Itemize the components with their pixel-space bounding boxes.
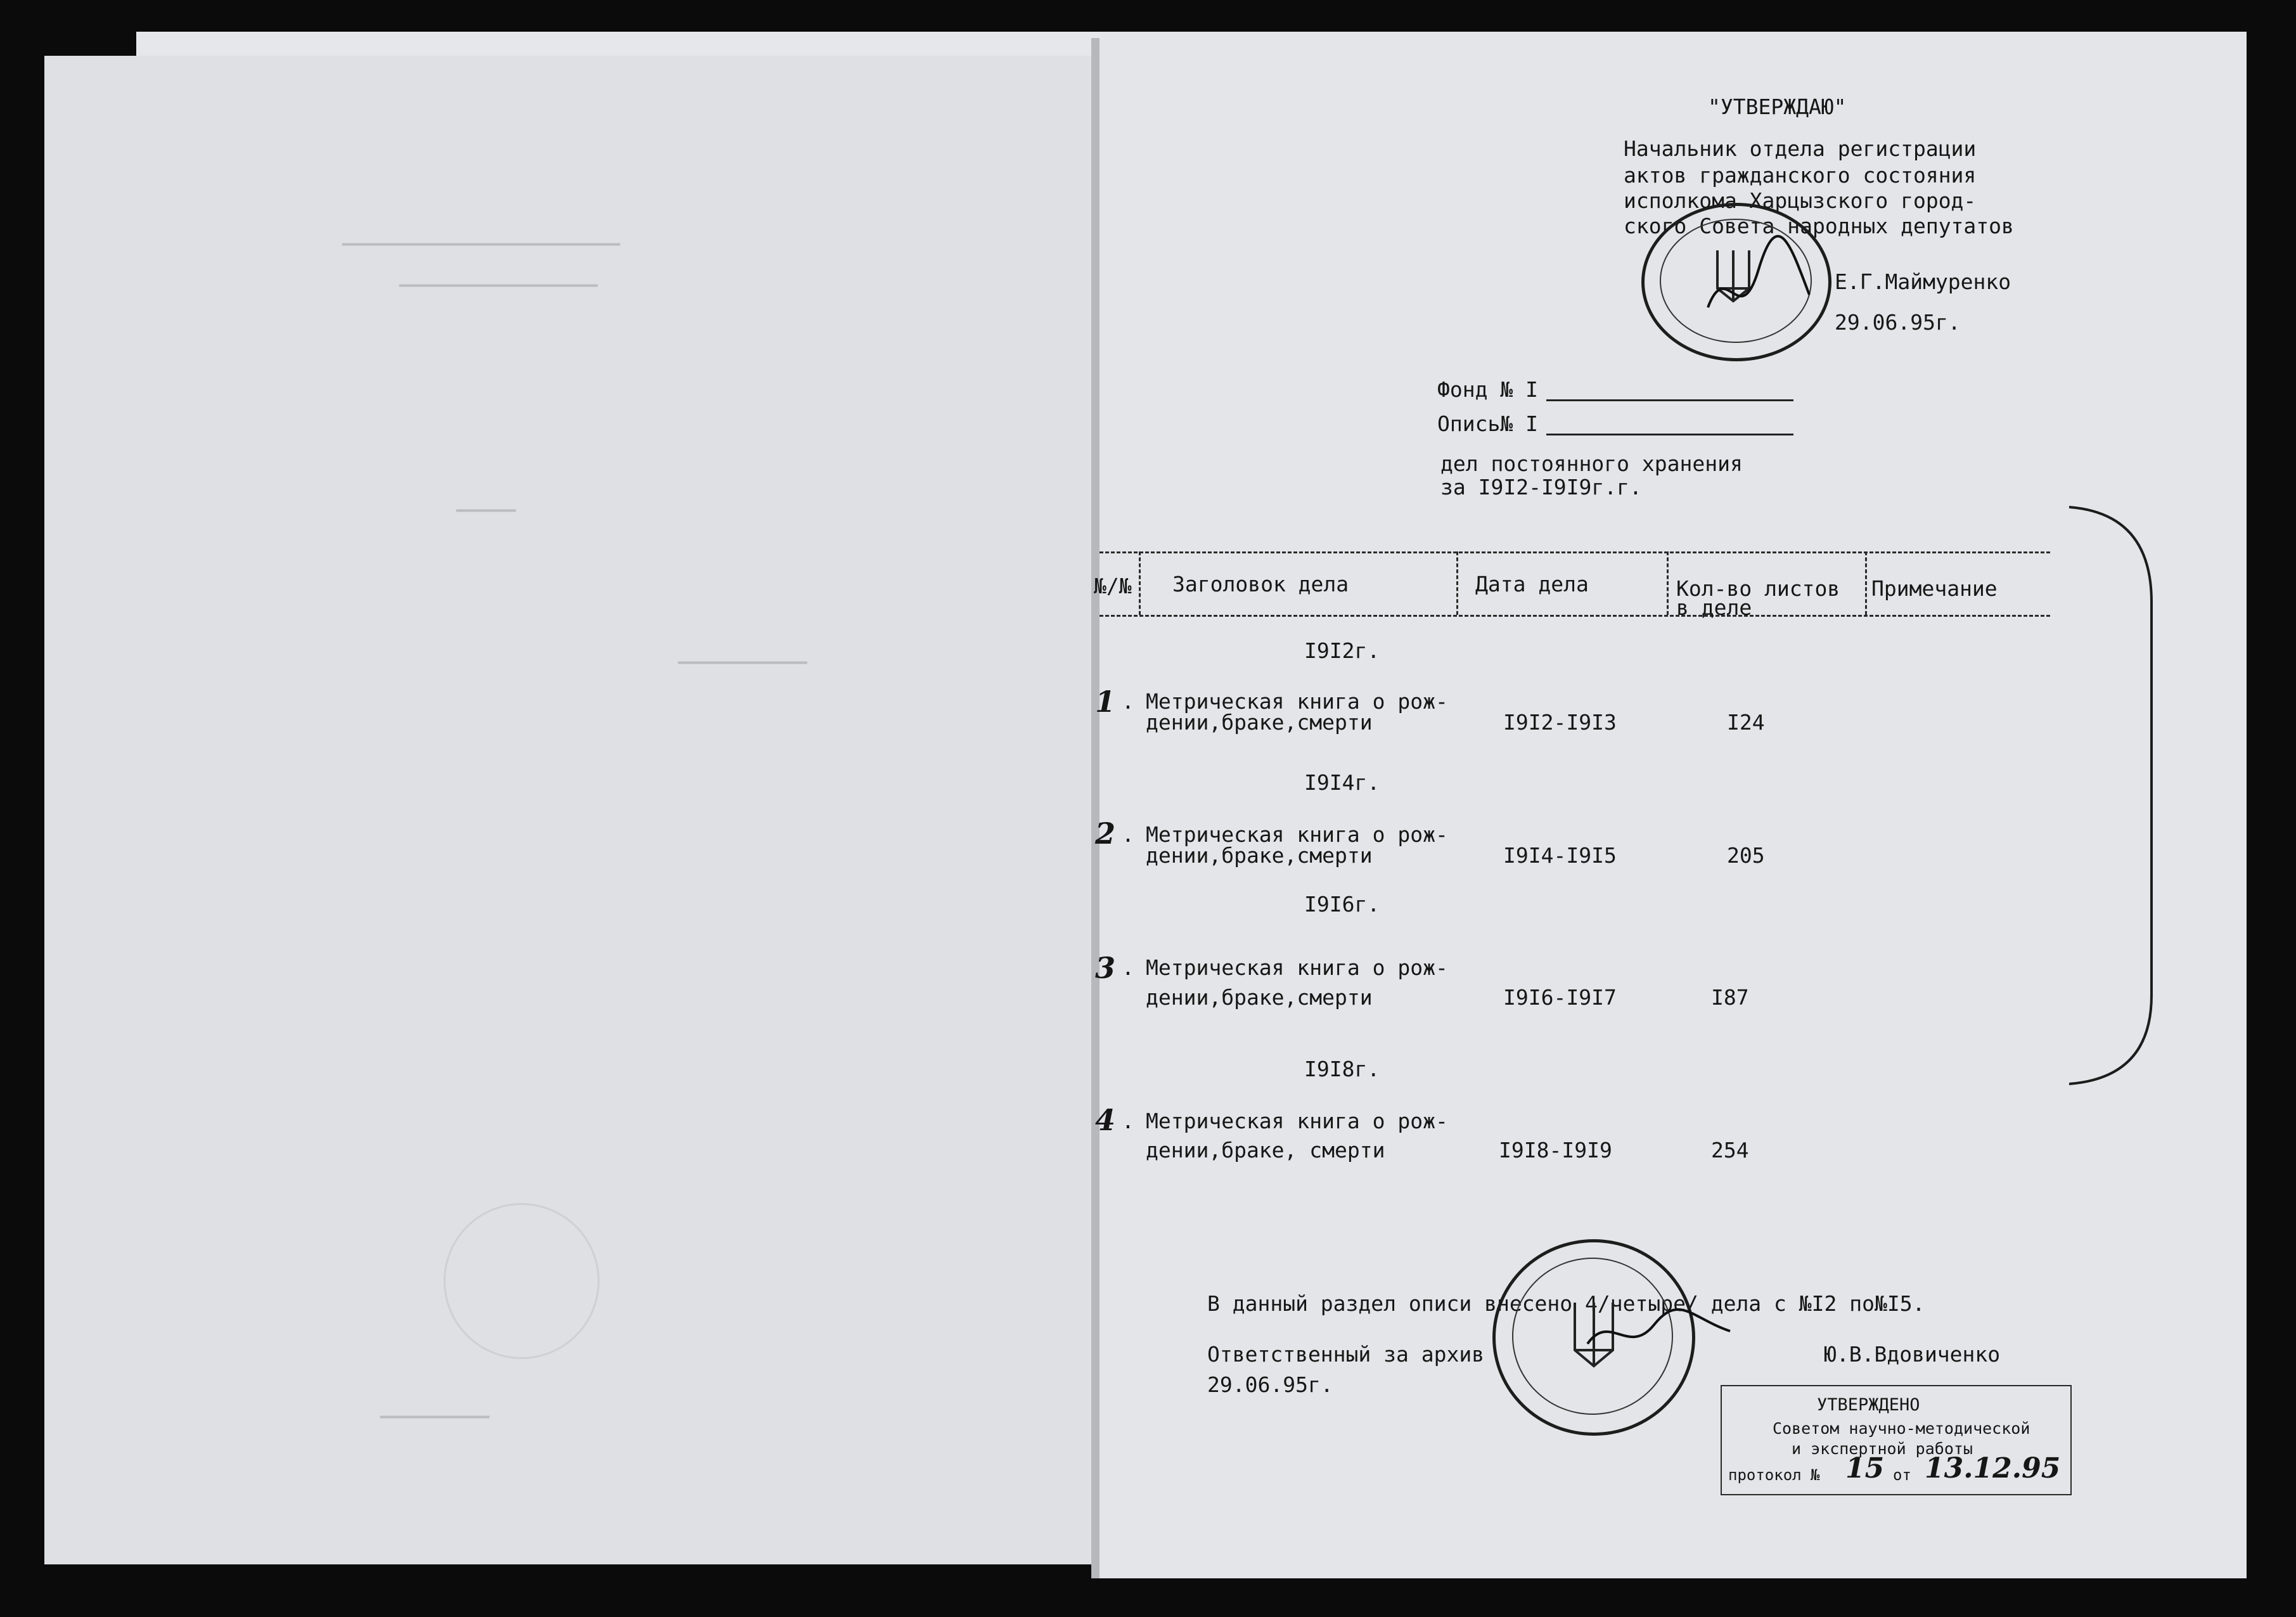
year-heading: I9I2г. (1304, 638, 1380, 663)
table-column-divider (1139, 551, 1141, 615)
header-note: Примечание (1871, 576, 1998, 601)
bleed-through-text: ▁▁▁▁▁▁▁▁▁▁▁ (380, 1400, 490, 1419)
bleed-through-text: ▁▁▁▁▁▁▁▁▁▁▁▁▁▁▁▁▁▁▁▁▁▁▁▁▁▁▁▁ (342, 227, 620, 246)
description-line: дел постоянного хранения (1440, 451, 1743, 476)
approval-signer: Е.Г.Маймуренко (1835, 269, 2011, 294)
row-dot: . (1122, 822, 1134, 847)
header-title: Заголовок дела (1172, 572, 1349, 596)
fond-underline (1546, 399, 1793, 401)
row-sheets: 205 (1727, 843, 1765, 868)
approval-position-line: ского Совета народных депутатов (1624, 214, 2014, 238)
approval-date: 29.06.95г. (1835, 310, 1961, 335)
row-date: I9I6-I9I7 (1503, 985, 1617, 1010)
row-title: Метрическая книга о рож- (1146, 1109, 1448, 1133)
row-dot: . (1122, 1109, 1134, 1133)
table-header-top-border (1100, 551, 2050, 553)
approval-position-line: Начальник отдела регистрации (1624, 136, 1977, 161)
responsible-name: Ю.В.Вдовиченко (1824, 1342, 2001, 1367)
description-period: за I9I2-I9I9г.г. (1440, 475, 1642, 499)
left-page (44, 56, 1096, 1564)
header-date: Дата дела (1475, 572, 1589, 596)
protocol-from-label: от (1893, 1466, 1911, 1484)
row-title: Метрическая книга о рож- (1146, 955, 1448, 980)
row-date: I9I4-I9I5 (1503, 843, 1617, 868)
row-sheets: 254 (1711, 1138, 1749, 1163)
row-sheets: I87 (1711, 985, 1749, 1010)
approval-title: "УТВЕРЖДАЮ" (1708, 94, 1847, 119)
approved-box (1721, 1385, 2072, 1495)
protocol-number: 15 (1845, 1452, 1885, 1485)
left-page-back (136, 32, 1100, 57)
header-sheets: Кол-во листов (1676, 576, 1840, 601)
row-title: Метрическая книга о рож- (1146, 689, 1448, 714)
row-sheets: I24 (1727, 710, 1765, 735)
row-title-line2: дении,браке, смерти (1146, 1138, 1385, 1163)
approval-position-line: актов гражданского состояния (1624, 163, 1977, 188)
table-column-divider (1667, 551, 1669, 615)
row-number: 3 (1095, 951, 1116, 985)
signature-icon (1584, 1306, 1736, 1363)
table-column-divider (1456, 551, 1458, 615)
bleed-through-text: ▁▁▁▁▁▁▁▁▁▁▁▁▁▁▁▁▁▁▁▁ (399, 268, 598, 287)
year-heading: I9I6г. (1304, 892, 1380, 917)
opis-label: Опись№ I (1437, 411, 1538, 436)
signature-icon (1702, 231, 1816, 339)
year-heading: I9I8г. (1304, 1057, 1380, 1081)
bleed-through-text: ▁▁▁▁▁▁▁▁▁▁▁▁▁ (678, 645, 807, 664)
official-stamp-top (1641, 203, 1831, 361)
approval-position-line: исполкома Харцызского город- (1624, 188, 1977, 213)
bracket-mark (2069, 475, 2158, 1122)
fond-label: Фонд № I (1437, 377, 1538, 402)
table-header-bottom-border (1100, 615, 2050, 617)
opis-underline (1546, 434, 1793, 435)
summary-date: 29.06.95г. (1207, 1372, 1333, 1397)
summary-text: В данный раздел описи внесено 4/четыре/ дела с №I2 по№I5. (1207, 1291, 1925, 1316)
responsible-label: Ответственный за архив (1207, 1342, 1485, 1367)
official-stamp-bottom (1492, 1239, 1695, 1436)
row-title: Метрическая книга о рож- (1146, 822, 1448, 847)
row-title-line2: дении,браке,смерти (1146, 985, 1373, 1010)
row-date: I9I8-I9I9 (1499, 1138, 1612, 1163)
header-sheets-line2: в деле (1676, 595, 1752, 620)
row-number: 1 (1095, 685, 1116, 719)
protocol-label: протокол № (1728, 1466, 1820, 1484)
row-number: 4 (1095, 1103, 1116, 1137)
row-date: I9I2-I9I3 (1503, 710, 1617, 735)
table-column-divider (1865, 551, 1867, 615)
row-title-line2: дении,браке,смерти (1146, 710, 1373, 735)
bleed-through-text: ▁▁▁▁▁▁ (456, 493, 516, 512)
row-dot: . (1122, 955, 1134, 980)
approved-line: Советом научно-методической (1773, 1419, 2030, 1438)
approved-title: УТВЕРЖДЕНО (1817, 1395, 1920, 1415)
row-dot: . (1122, 689, 1134, 714)
header-number: №/№ (1094, 574, 1132, 598)
row-title-line2: дении,браке,смерти (1146, 843, 1373, 868)
bleed-through-stamp (444, 1203, 600, 1359)
protocol-date: 13.12.95 (1925, 1452, 2061, 1485)
row-number: 2 (1095, 816, 1116, 851)
approved-line: и экспертной работы (1792, 1440, 1973, 1458)
year-heading: I9I4г. (1304, 770, 1380, 795)
